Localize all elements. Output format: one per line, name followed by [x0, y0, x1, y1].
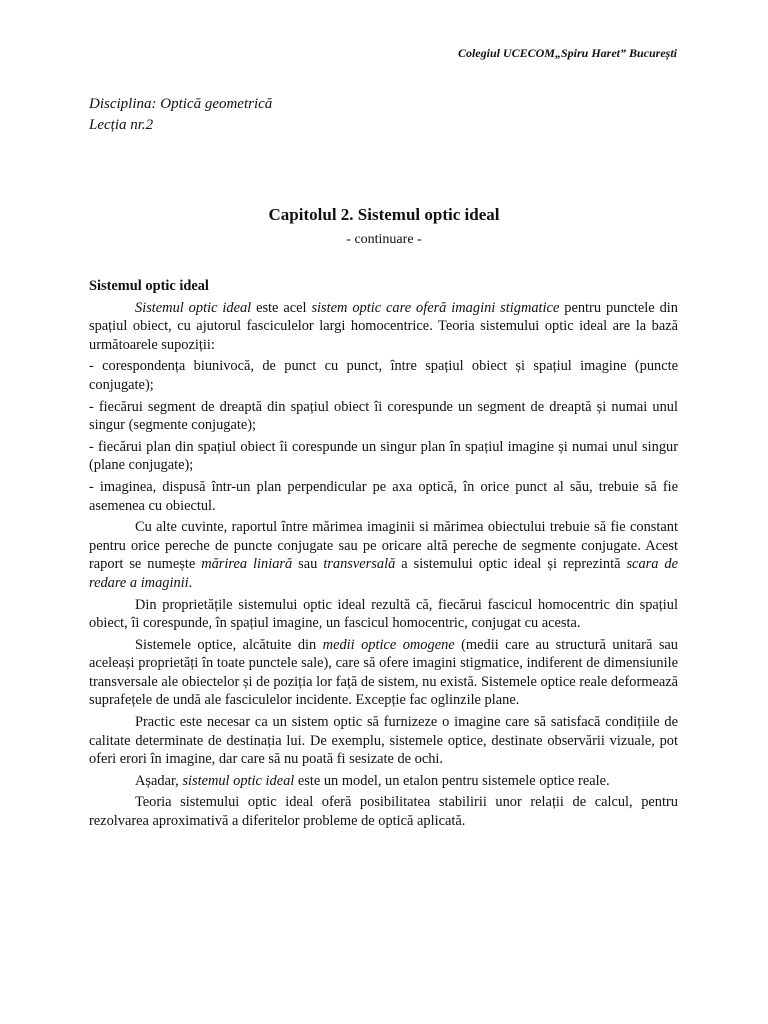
- emphasis: Sistemul optic ideal: [135, 299, 252, 316]
- text-run: a sistemului optic ideal și reprezintă: [395, 556, 627, 573]
- paragraph-practical: Practic este necesar ca un sistem optic să furnizeze o imagine care să satisfacă condițiile de calitate determinate de destinația lui. De exemplu, sistemele optice, destinate observării vizuale, pot oferi erori în imagine, dar care să nu poată fi sesizate de ochi.: [89, 714, 678, 768]
- text-run: Așadar,: [135, 772, 183, 789]
- lesson-meta: [89, 94, 272, 136]
- list-item: - imaginea, dispusă într-un plan perpendicular pe axa optică, în orice punct al său, trebuie să fie asemenea cu obiectul.: [89, 478, 678, 514]
- document-body: [89, 277, 678, 834]
- text-run: .: [188, 574, 193, 591]
- text-run: sau: [292, 556, 324, 573]
- emphasis: sistemul optic ideal: [182, 772, 295, 789]
- text-run: Cu alte cuvinte, raportul între mărimea imaginii si mărimea obiectului trebuie să fie constant pentru orice pereche de puncte conjugate sau pe oricare altă pereche de segmente conjugate. Acest raport se numește: [89, 519, 678, 573]
- paragraph-conclusion: [89, 772, 678, 791]
- paragraph-intro: [89, 299, 678, 355]
- lesson-line: Lecția nr.2: [89, 117, 154, 133]
- list-item: - corespondența biunivocă, de punct cu punct, între spațiul obiect și spațiul imagine (puncte conjugate);: [89, 358, 678, 393]
- emphasis: mărirea liniară: [201, 556, 293, 573]
- list-item: - fiecărui plan din spațiul obiect îi corespunde un singur plan în spațiul imagine și numai unul singur (plane conjugate);: [89, 438, 678, 474]
- emphasis: medii optice omogene: [322, 636, 455, 653]
- discipline-line: Disciplina: Optică geometrică: [89, 96, 273, 112]
- emphasis: sistem optic care oferă imagini stigmatice: [311, 299, 560, 316]
- list-item: - fiecărui segment de dreaptă din spațiul obiect îi corespunde un segment de dreaptă și numai unul singur (segmente conjugate);: [89, 398, 678, 434]
- section-heading: Sistemul optic ideal: [89, 278, 209, 294]
- emphasis: scara de redare a imaginii: [89, 556, 678, 591]
- emphasis: transversală: [323, 556, 396, 573]
- paragraph-linear-magnification: [89, 518, 678, 592]
- paragraph-theory: Teoria sistemului optic ideal oferă posibilitatea stabilirii unor relații de calcul, pentru rezolvarea aproximativă a diferitelor probleme de optică aplicată.: [89, 794, 678, 830]
- text-run: pentru punctele din spațiul obiect, cu ajutorul fasciculelor largi homocentrice. Teoria sistemului optic ideal are la bază următoarele supoziții:: [89, 299, 678, 353]
- paragraph-real-systems: [89, 636, 678, 710]
- chapter-title: Capitolul 2. Sistemul optic ideal: [268, 205, 500, 224]
- text-run: (medii care au structură unitară sau aceleași proprietăți în toate punctele sale), care să ofere imagini stigmatice, indiferent de dimensiunile transversale ale obiectelor și de poziția lor față de sistem, nu există. Sistemele optice reale deformează suprafețele de undă ale fasciculelor incidente. Excepție fac oglinzile plane.: [89, 636, 678, 709]
- text-run: este acel: [251, 299, 312, 316]
- chapter-subtitle: - continuare -: [346, 232, 422, 247]
- paragraph-properties: Din proprietățile sistemului optic ideal rezultă că, fiecărui fascicul homocentric din spațiul obiect, îi corespunde, în spațiul imagine, un fascicul homocentric, conjugat cu acesta.: [89, 596, 678, 632]
- text-run: este un model, un etalon pentru sistemele optice reale.: [294, 772, 610, 789]
- text-run: Sistemele optice, alcătuite din: [135, 636, 323, 653]
- header-institution: Colegiul UCECOM„Spiru Haret” București: [457, 46, 677, 60]
